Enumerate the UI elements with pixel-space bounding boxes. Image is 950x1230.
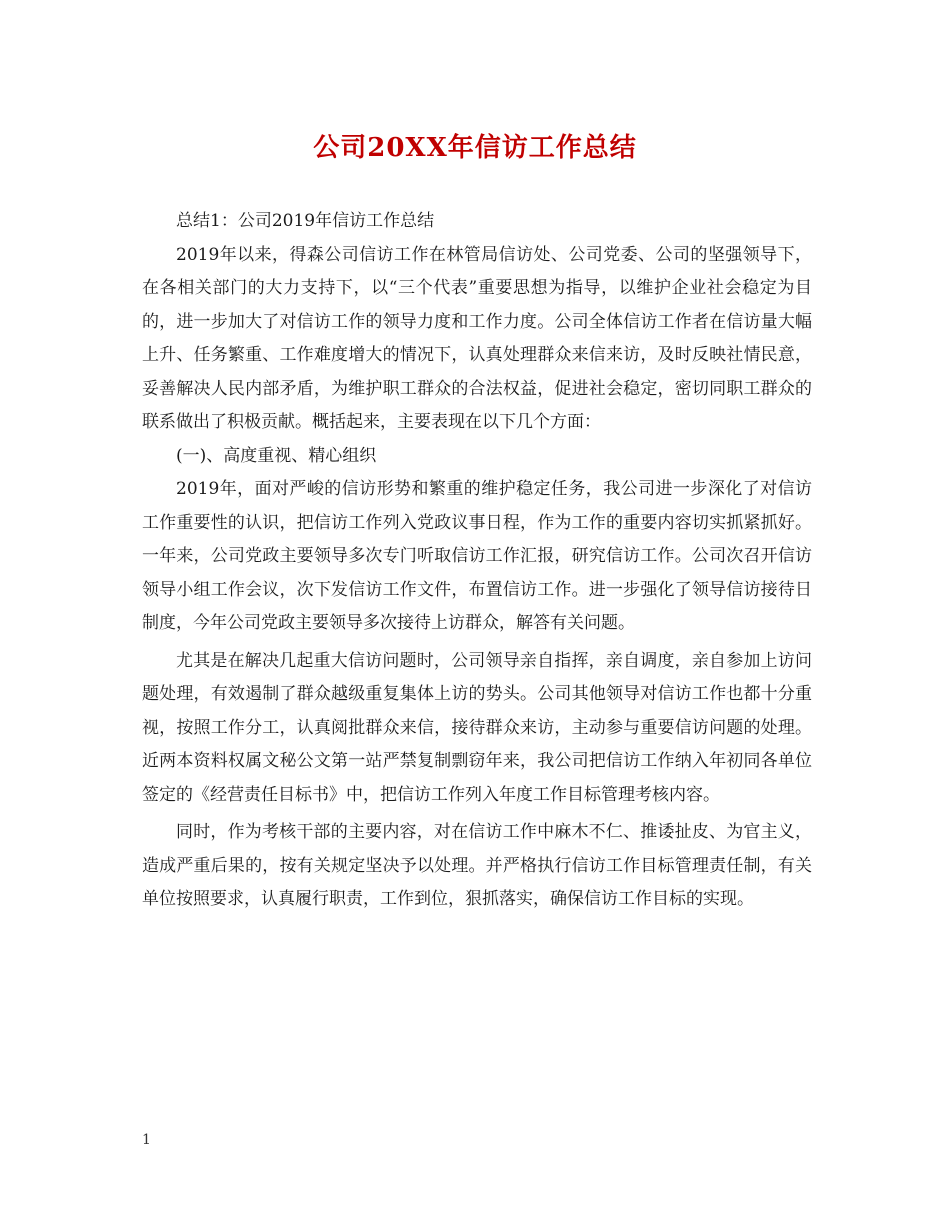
paragraph-intro: 2019年以来，得森公司信访工作在林管局信访处、公司党委、公司的坚强领导下，在各相关部门的大力支持下，以“三个代表”重要思想为指导，以维护企业社会稳定为目的，进一步加大了对信访工作的领导力度和工作力度。公司全体信访工作者在信访量大幅上升、任务繁重、工作难度增大的情况下，认真处理群众来信来访，及时反映社情民意，妥善解决人民内部矛盾，为维护职工群众的合法权益，促进社会稳定，密切同职工群众的联系做出了积极贡献。概括起来，主要表现在以下几个方面： bbox=[142, 244, 812, 432]
paragraph-leadership: 2019年，面对严峻的信访形势和繁重的维护稳定任务，我公司进一步深化了对信访工作重要性的认识，把信访工作列入党政议事日程，作为工作的重要内容切实抓紧抓好。一年来，公司党政主要领导多次专门听取信访工作汇报，研究信访工作。公司次召开信访领导小组工作会议，次下发信访工作文件，布置信访工作。进一步强化了领导信访接待日制度，今年公司党政主要领导多次接待上访群众，解答有关问题。 bbox=[142, 479, 812, 633]
paragraph-major-cases: 尤其是在解决几起重大信访问题时，公司领导亲自指挥，亲自调度，亲自参加上访问题处理，有效遏制了群众越级重复集体上访的势头。公司其他领导对信访工作也都十分重视，按照工作分工，认真阅批群众来信，接待群众来访，主动参与重要信访问题的处理。近两本资料权属文秘公文第一站严禁复制剽窃年来，我公司把信访工作纳入年初同各单位签定的《经营责任目标书》中，把信访工作列入年度工作目标管理考核内容。 bbox=[142, 650, 812, 805]
section-heading-part-1: (一)、高度重视、精心组织 bbox=[176, 445, 377, 466]
document-body bbox=[142, 205, 812, 917]
paragraph-assessment: 同时，作为考核干部的主要内容，对在信访工作中麻木不仁、推诿扯皮、为官主义，造成严重后果的，按有关规定坚决予以处理。并严格执行信访工作目标管理责任制，有关单位按照要求，认真履行职责，工作到位，狠抓落实，确保信访工作目标的实现。 bbox=[142, 822, 812, 909]
page-number: 1 bbox=[142, 1132, 151, 1148]
document-title: 公司20XX年信访工作总结 bbox=[313, 133, 637, 163]
section-heading-summary-1: 总结1：公司2019年信访工作总结 bbox=[176, 211, 435, 231]
